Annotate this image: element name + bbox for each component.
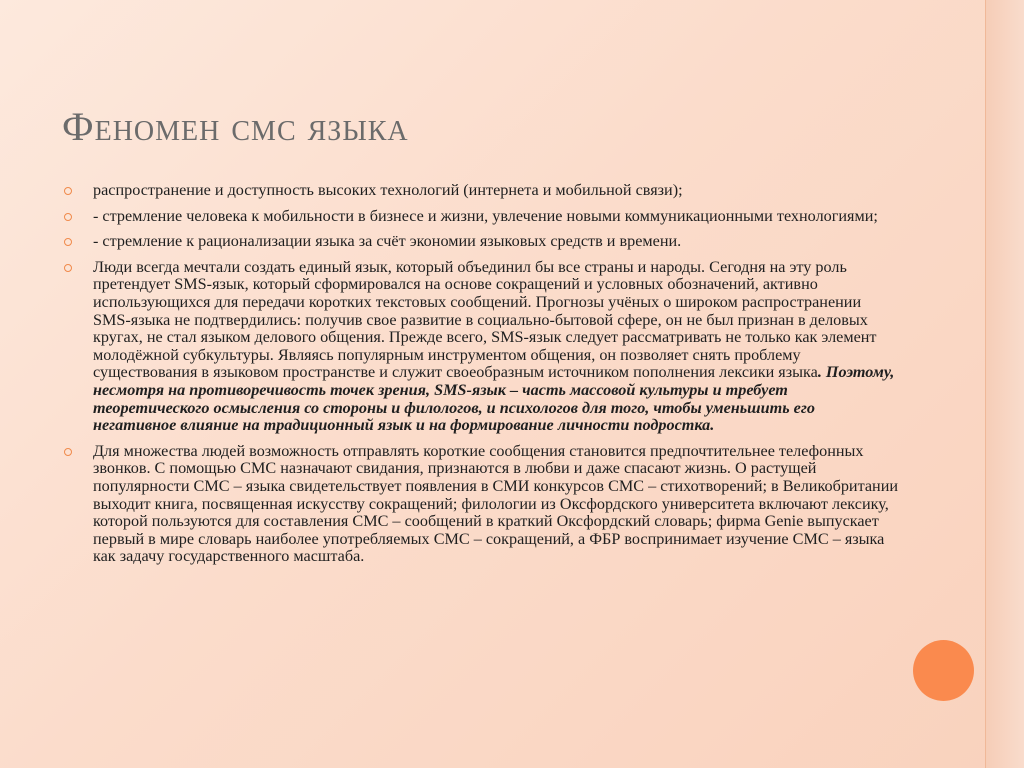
list-item [62,443,902,566]
list-item [62,182,902,200]
orange-circle-decoration [913,640,974,701]
hollow-circle-bullet-icon [64,238,72,246]
bullet-text: Для множества людей возможность отправлять короткие сообщения становится предпочтительнее телефонных звонков. С помощью СМС назначают свидания, признаются в любви и даже спасают жизнь. О растущей популярности СМС – языка свидетельствует появления в СМИ конкурсов СМС – стихотворений; в Великобритании выходит книга, посвященная искусству сокращений; филологии из Оксфордского университета включают лексику, которой пользуются для составления СМС – сообщений в краткий Оксфордский словарь; фирма Genie выпускает первый в мире словарь наиболее употребляемых СМС – сокращений, а ФБР воспринимает изучение СМС – языка как задачу государственного масштаба. [93,441,899,566]
hollow-circle-bullet-icon [64,448,72,456]
hollow-circle-bullet-icon [64,213,72,221]
list-item [62,208,902,226]
list-item [62,233,902,251]
slide-content [62,182,902,574]
bullet-text: Люди всегда мечтали создать единый язык, который объединил бы все страны и народы. Сегодня на эту роль претендует SMS-язык, который сформировался на основе сокращений и условных обозначений, активно использующихся для передачи коротких текстовых сообщений. Прогнозы учёных о широком распространении SMS-языка не подтвердились: получив свое развитие в социально-бытовой сфере, он не был признан в деловых кругах, не стал языком делового общения. Прежде всего, SMS-язык следует рассматривать не только как элемент молодёжной субкультуры. Являясь популярным инструментом общения, он позволяет снять проблему существования в языковом пространстве и служит своеобразным источником пополнения лексики языка [93,257,877,382]
bullet-text: распространение и доступность высоких технологий (интернета и мобильной связи); [93,181,683,199]
list-item [62,259,902,435]
hollow-circle-bullet-icon [64,187,72,195]
bullet-text: - стремление человека к мобильности в бизнесе и жизни, увлечение новыми коммуникационными технологиями; [93,206,878,225]
bullet-text: - стремление к рационализации языка за счёт экономии языковых средств и времени. [93,232,682,251]
hollow-circle-bullet-icon [64,264,72,272]
bullet-list [62,182,902,566]
slide-title: Феномен смс языка [62,104,409,149]
bullet-emphasis-text: . Поэтому, несмотря на противоречивость точек зрения, SMS-язык – часть массовой культуры и требует теоретического осмысления со стороны и филологов, и психологов для того, чтобы уменьшить его негативное влияние на традиционный язык и на формирование личности подростка. [93,363,895,435]
frame-right-band [986,0,1024,768]
